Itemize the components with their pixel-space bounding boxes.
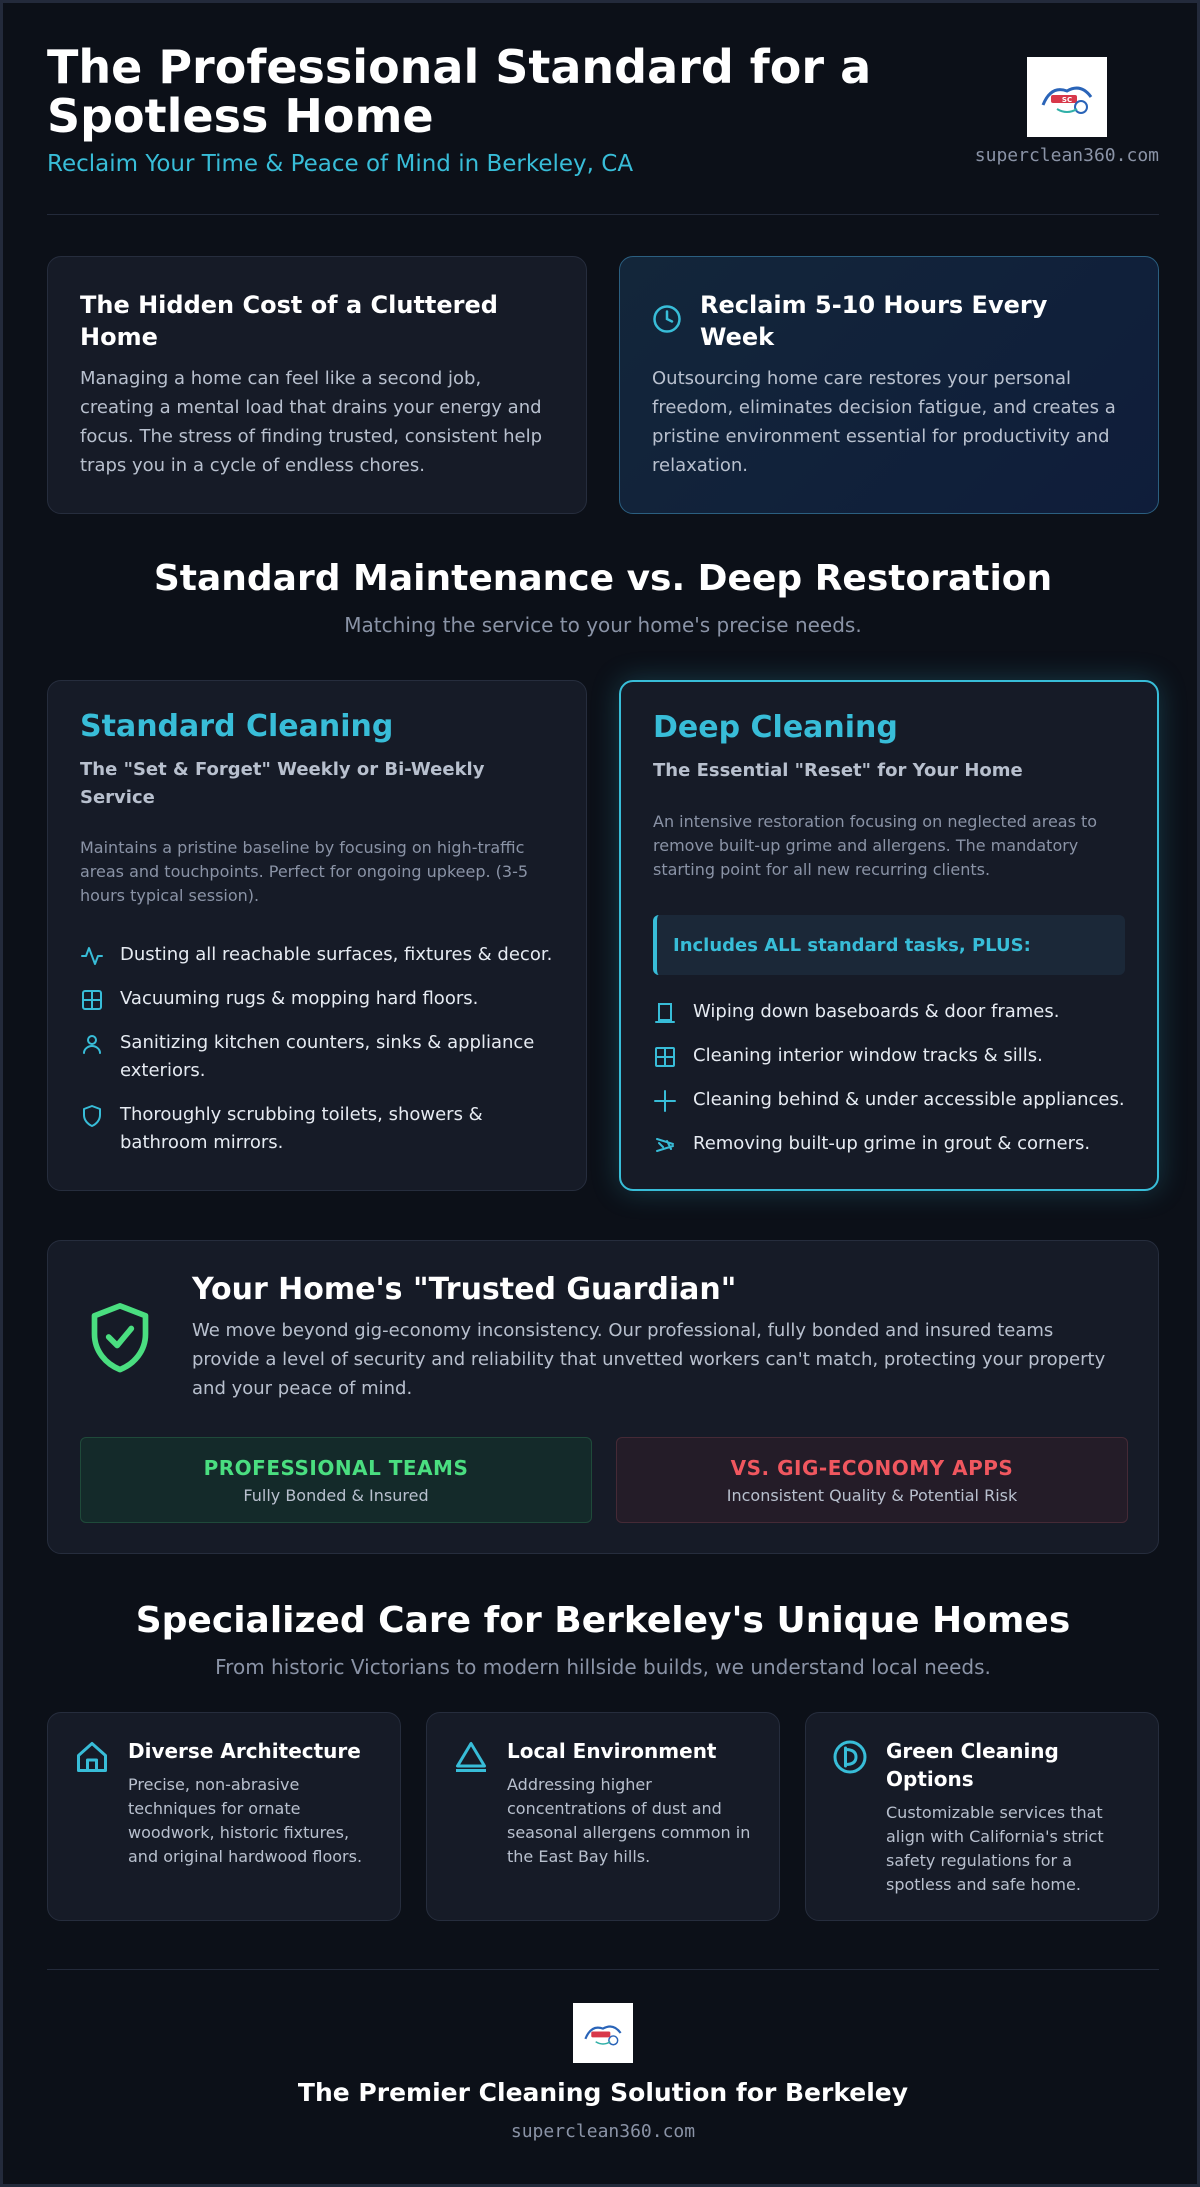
standard-feature-item <box>80 1029 566 1085</box>
includes-standard-callout: Includes ALL standard tasks, PLUS: <box>653 915 1125 975</box>
guardian-text: We move beyond gig-economy inconsistency. Our professional, fully bonded and insured teams provide a level of security and reliability that unvetted workers can't match, protecting your property and your peace of mind. <box>192 1320 1106 1399</box>
deep-feature-text: Removing built-up grime in grout & corners. <box>693 1133 1091 1154</box>
environment-card <box>426 1712 780 1921</box>
environment-title: Local Environment <box>507 1739 717 1763</box>
comparison-subtitle: Matching the service to your home's precise needs. <box>344 613 862 637</box>
deep-feature-item <box>653 1130 1137 1158</box>
svg-text:SC: SC <box>1061 96 1073 104</box>
deep-feature-text: Wiping down baseboards & door frames. <box>693 1001 1060 1022</box>
architecture-card <box>47 1712 401 1921</box>
grid-icon <box>80 988 104 1013</box>
sparkle-icon <box>653 1133 677 1158</box>
standard-feature-text: Vacuuming rugs & mopping hard floors. <box>120 988 479 1009</box>
hidden-cost-text: Managing a home can feel like a second job, creating a mental load that drains your energy and focus. The stress of finding trusted, consistent help traps you in a cycle of endless chores. <box>80 368 543 476</box>
hidden-cost-card <box>47 256 587 514</box>
activity-icon <box>80 944 104 969</box>
green-cleaning-title: Green Cleaning Options <box>886 1739 1059 1791</box>
local-title: Specialized Care for Berkeley's Unique Homes <box>135 1600 1071 1641</box>
page-subtitle: Reclaim Your Time & Peace of Mind in Berkeley, CA <box>47 151 634 177</box>
baseboard-icon <box>653 1001 677 1026</box>
architecture-text: Precise, non-abrasive techniques for ornate woodwork, historic fixtures, and original hardwood floors. <box>128 1775 363 1866</box>
standard-cleaning-description: Maintains a pristine baseline by focusing on high-traffic areas and touchpoints. Perfect for ongoing upkeep. (3-5 hours typical session). <box>80 838 529 905</box>
house-icon <box>74 1739 110 1775</box>
professional-teams-sub: Fully Bonded & Insured <box>243 1486 429 1505</box>
mountain-icon <box>453 1739 489 1775</box>
guardian-title: Your Home's "Trusted Guardian" <box>192 1272 737 1307</box>
standard-feature-text: Sanitizing kitchen counters, sinks & appliance exteriors. <box>120 1032 535 1081</box>
trusted-guardian-card <box>47 1240 1159 1554</box>
standard-cleaning-name: Standard Cleaning <box>80 709 394 744</box>
deep-cleaning-card <box>619 680 1159 1191</box>
local-subtitle: From historic Victorians to modern hillside builds, we understand local needs. <box>215 1655 991 1679</box>
leaf-icon <box>832 1739 868 1775</box>
professional-teams-label: PROFESSIONAL TEAMS <box>203 1456 469 1480</box>
header-domain[interactable]: superclean360.com <box>974 145 1159 166</box>
standard-feature-item <box>80 1101 566 1157</box>
shield-icon <box>80 1104 104 1157</box>
green-cleaning-card <box>805 1712 1159 1921</box>
standard-feature-text: Thoroughly scrubbing toilets, showers & bathroom mirrors. <box>120 1104 483 1153</box>
deep-cleaning-description: An intensive restoration focusing on neglected areas to remove built-up grime and allergens. The mandatory starting point for all new recurring clients. <box>653 812 1098 879</box>
user-icon <box>80 1032 104 1085</box>
page-title: The Professional Standard for a Spotless Home <box>47 40 872 143</box>
deep-feature-item <box>653 998 1137 1026</box>
deep-cleaning-name: Deep Cleaning <box>653 710 898 745</box>
header <box>47 40 1159 215</box>
deep-feature-item <box>653 1042 1137 1070</box>
superclean360-logo-icon <box>581 2016 625 2050</box>
architecture-title: Diverse Architecture <box>128 1739 361 1763</box>
deep-cleaning-tagline: The Essential "Reset" for Your Home <box>653 760 1023 781</box>
logo <box>1027 57 1107 137</box>
clock-icon <box>652 304 682 334</box>
standard-feature-item <box>80 985 566 1013</box>
window-icon <box>653 1045 677 1070</box>
reclaim-hours-card <box>619 256 1159 514</box>
green-cleaning-text: Customizable services that align with California's strict safety regulations for a spotless and safe home. <box>886 1803 1104 1894</box>
footer-divider <box>47 1969 1159 1970</box>
standard-feature-item <box>80 941 566 969</box>
environment-text: Addressing higher concentrations of dust and seasonal allergens common in the East Bay hills. <box>507 1775 751 1866</box>
hidden-cost-title: The Hidden Cost of a Cluttered Home <box>80 291 498 351</box>
reclaim-hours-title: Reclaim 5-10 Hours Every Week <box>700 291 1048 351</box>
reclaim-hours-text: Outsourcing home care restores your personal freedom, eliminates decision fatigue, and creates a pristine environment essential for productivity and relaxation. <box>652 368 1116 476</box>
professional-teams-badge <box>80 1437 592 1523</box>
shield-check-icon <box>86 1299 154 1375</box>
deep-feature-item <box>653 1086 1137 1114</box>
standard-feature-text: Dusting all reachable surfaces, fixtures & decor. <box>120 944 553 965</box>
footer-logo <box>573 2003 633 2063</box>
gig-economy-label: VS. GIG-ECONOMY APPS <box>730 1456 1014 1480</box>
standard-cleaning-card <box>47 680 587 1191</box>
plus-icon <box>653 1089 677 1114</box>
header-divider <box>47 214 1159 215</box>
gig-economy-sub: Inconsistent Quality & Potential Risk <box>726 1486 1018 1505</box>
footer-domain[interactable]: superclean360.com <box>510 2121 696 2142</box>
comparison-title: Standard Maintenance vs. Deep Restoration <box>153 558 1053 599</box>
standard-cleaning-tagline: The "Set & Forget" Weekly or Bi-Weekly Service <box>80 759 485 808</box>
deep-feature-text: Cleaning interior window tracks & sills. <box>693 1045 1043 1066</box>
superclean360-logo-icon <box>1037 75 1097 119</box>
deep-feature-text: Cleaning behind & under accessible appliances. <box>693 1089 1125 1110</box>
footer-title: The Premier Cleaning Solution for Berkeley <box>297 2078 909 2107</box>
gig-economy-badge <box>616 1437 1128 1523</box>
